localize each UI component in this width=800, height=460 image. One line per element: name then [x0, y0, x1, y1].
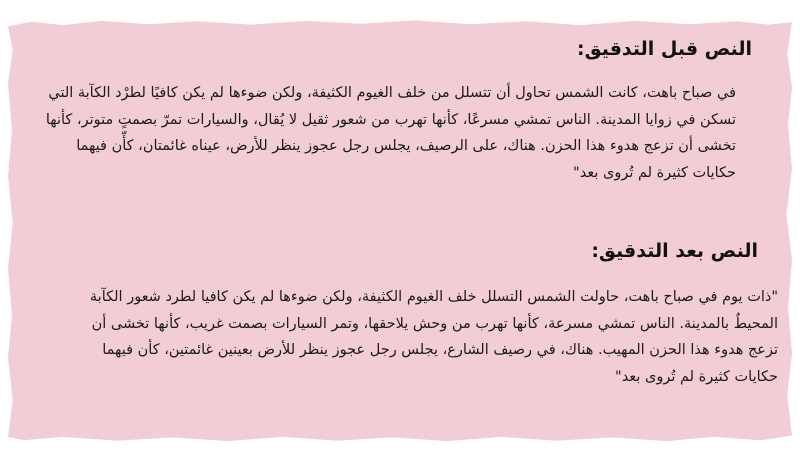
after-heading: النص بعد التدقيق:: [591, 240, 758, 262]
before-paragraph: في صباح باهت، كانت الشمس تحاول أن تتسلل من خلف الغيوم الكثيفة، ولكن ضوءها لم يكن كافيًا لطرْد الكآبة التي تسكن في زوايا المدينة. الناس تمشي مسرعًا، كأنها تهرب من شعور ثقيل لا يُقال، والسيارات تمرّ بصمتٍ متوتر، كأنها تخشى أن تزعج هدوء هذا الحزن. هناك، على الرصيف، يجلس رجل عجوز ينظر للأرض، عيناه غائمتان، كأّن فيهما حكايات كثيرة لم تُروى بعد": [45, 85, 736, 181]
after-paragraph: "ذات يوم في صباح باهت، حاولت الشمس التسلل خلف الغيوم الكثيفة، ولكن ضوءها لم يكن كافيا لطرد شعور الكآبة المحيطٌ بالمدينة. الناس تمشي مسرعة، كأنها تهرب من وحش يلاحقها، وتمر السيارات بصمت غريب، كأنها تخشى أن تزعج هدوء هذا الحزن المهيب. هناك، في رصيف الشارع، يجلس رجل عجوز ينظر للأرض بعينين غائمتين، كأن فيهما حكايات كثيرة لم تُروى بعد": [89, 289, 778, 385]
before-heading: النص قبل التدقيق:: [576, 38, 752, 60]
